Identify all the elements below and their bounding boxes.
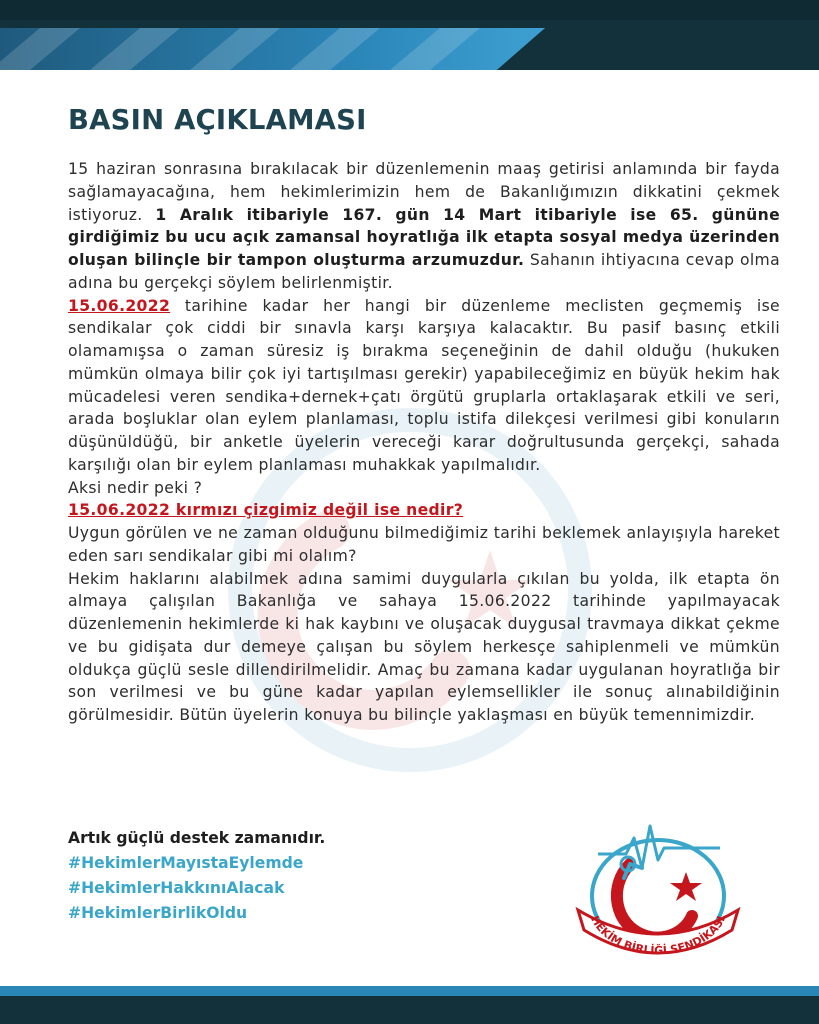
- hashtag-2[interactable]: #HekimlerHakkınıAlacak: [68, 879, 285, 897]
- intro-bold-text: 1 Aralık itibariyle 167. gün 14 Mart itibariyle ise 65. gününe girdiğimiz bu ucu açık zamansal hoyratlığa ilk etapta sosyal medya üzerinden oluşan bilinçle bir tampon oluşturma arzumuzdur.: [68, 205, 780, 269]
- red-question: 15.06.2022 kırmızı çizgimiz değil ise nedir?: [68, 501, 464, 520]
- deadline-date: 15.06.2022: [68, 296, 171, 315]
- call-to-action: Artık güçlü destek zamanıdır.: [68, 829, 326, 847]
- top-banner: [0, 0, 819, 76]
- page-title: BASIN AÇIKLAMASI: [68, 104, 367, 136]
- closing-block: [68, 826, 325, 926]
- star-icon: [670, 872, 702, 901]
- logo-text: HEKİM BİRLİĞİ SENDİKASI: [588, 913, 728, 958]
- intro-text: 15 haziran sonrasına bırakılacak bir düzenlemenin maaş getirisi anlamında bir fayda sağlamayacağına, hem hekimlerimizin hem de Bakanlığımızın dikkatini çekmek istiyoruz.: [68, 160, 780, 224]
- statement-body: [68, 158, 780, 727]
- hashtag-3[interactable]: #HekimlerBirlikOldu: [68, 904, 248, 922]
- paragraph-deadline: [68, 295, 780, 477]
- bottom-banner: [0, 986, 819, 1024]
- intro-text-end: Sahanın ihtiyacına cevap olma adına bu gerçekçi söylem belirlenmiştir.: [68, 251, 780, 292]
- deadline-text: tarihine kadar her hangi bir düzenleme meclisten geçmemiş ise sendikalar çok ciddi bir sınavla karşı karşıya kalacaktır. Bu pasif basınç etkili olamamışsa o zaman süresiz iş bırakma seçeneğinin de dahil olduğu (hukuken mümkün olmaya bilir çok iyi tartışılması gerekir) yapabileceğimiz en büyük hekim hak mücadelesi veren sendika+dernek+çatı örgütü gruplarla ortaklaşarak etkili ve seri, arada boşluklar olan eylem planlaması, toplu istifa dilekçesi verilmesi gibi konuların düşünüldüğü, bir anketle üyelerin vereceği karar doğrultusunda gerçekçi, sahada karşılığı olan bir eylem planlaması muhakkak yapılmalıdır.: [68, 296, 780, 474]
- paragraph-yellow-unions: Uygun görülen ve ne zaman olduğunu bilmediğimiz tarihi beklemek anlayışıyla hareket eden sarı sendikalar gibi mi olalım?: [68, 524, 780, 565]
- paragraph-intro: [68, 158, 780, 295]
- paragraph-conclusion: Hekim haklarını alabilmek adına samimi duygularla çıkılan bu yolda, ilk etapta ön almaya çalışılan Bakanlığa ve sahaya 15.06.2022 tarihinde yapılmayacak düzenlemenin hekimlerde ki hak kaybını ve oluşacak duygusal travmaya dikkat çekme ve bu gidişata dur demeye çalışan bu söylem herkesçe sahiplenmeli ve mümkün oldukça güçlü sesle dillendirilmelidir. Amaç bu zamana kadar uygulanan hoyratlığa bir son verilmesi ve bu güne kadar yapılan eylemsellikler ile sonuç alınabildiğinin görülmesidir. Bütün üyelerin konuya bu bilinçle yaklaşması en büyük temennimizdir.: [68, 569, 780, 724]
- question-line: Aksi nedir peki ?: [68, 478, 203, 497]
- union-logo: [568, 808, 748, 968]
- hashtag-1[interactable]: #HekimlerMayıstaEylemde: [68, 854, 304, 872]
